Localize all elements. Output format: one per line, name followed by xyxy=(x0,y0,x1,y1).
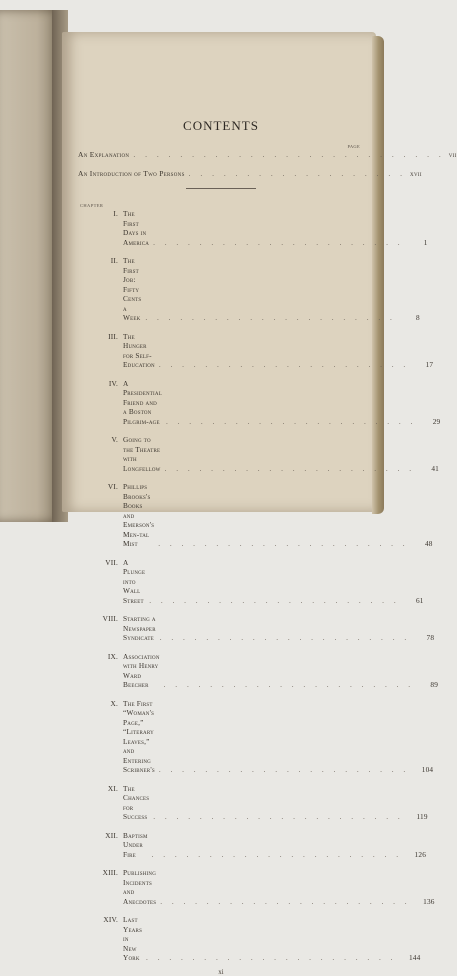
chapter-title: The First Job: Fifty Cents a Week xyxy=(123,256,142,322)
chapter-title-block xyxy=(123,868,415,906)
toc-entry xyxy=(78,256,420,323)
chapter-title: Publishing Incidents and Anecdotes xyxy=(123,868,157,906)
leader-dots: . . . . . . . . . . . . . . . . . . . . . . xyxy=(158,360,410,369)
toc-entry xyxy=(78,698,434,775)
chapter-page: 8 xyxy=(415,313,420,322)
chapter-page: 144 xyxy=(408,953,421,962)
chapter-title: The First Days in America xyxy=(123,209,150,247)
chapter-title-block xyxy=(123,256,400,323)
toc-entry xyxy=(78,331,434,370)
toc-entry xyxy=(78,830,427,860)
toc-entry xyxy=(78,868,435,906)
chapter-title: Last Years in New York xyxy=(123,915,143,962)
chapter-page: 136 xyxy=(423,896,435,906)
chapter-title: A Plunge into Wall Street xyxy=(123,557,146,605)
leader-dots: . . . . . . . . . . . . . . . . . . . . . . xyxy=(160,896,411,906)
chapter-title: The Hunger for Self-Education xyxy=(123,331,155,369)
leader-dots: . . . . . . . . . . . . . . . . . . . . . . xyxy=(145,313,396,322)
chapter-title-block xyxy=(123,209,408,247)
chapter-page: 61 xyxy=(415,595,424,605)
front-matter-row xyxy=(78,169,422,179)
chapter-number: V. xyxy=(111,435,118,444)
chapter-title: Starting a Newspaper Syndicate xyxy=(123,614,156,642)
toc-entry xyxy=(78,482,433,549)
toc-entry xyxy=(78,557,424,606)
leader-dots: . . . . . . . . . . . . . . . . . . . . . . xyxy=(165,416,417,426)
chapter-page: 29 xyxy=(432,416,441,426)
toc-entry xyxy=(78,209,428,247)
toc-entry xyxy=(78,378,441,427)
toc-entry xyxy=(78,915,421,963)
leader-dots: . . . . . . . . . . . . . . . . . . . . . . xyxy=(146,953,397,962)
chapter-number: XIII. xyxy=(102,868,118,877)
chapter-title-block xyxy=(123,332,413,370)
chapter-title: The First “Woman's Page,” “Literary Leaves,” and Entering Scribner's xyxy=(123,698,155,774)
chapter-number: XIV. xyxy=(103,915,118,924)
chapter-title-block xyxy=(123,831,406,860)
chapter-number: VIII. xyxy=(102,614,118,623)
leader-dots: . . . . . . . . . . . . . . . . . . . . . . xyxy=(149,595,400,605)
chapter-number: VII. xyxy=(105,557,118,567)
chapter-number: I. xyxy=(113,209,118,218)
chapter-title-block xyxy=(123,435,419,473)
page-title: CONTENTS xyxy=(183,118,259,133)
chapter-page: 41 xyxy=(431,463,440,473)
leader-dots: . . . . . . . . . . . . . . . . . . . . . . . . . . . xyxy=(133,150,445,159)
front-matter-page: xvii xyxy=(410,169,422,178)
chapter-page: 48 xyxy=(424,539,433,548)
leader-dots: . . . . . . . . . . . . . . . . . . . xyxy=(188,169,407,178)
chapter-page: 89 xyxy=(430,680,439,689)
folio-number: xi xyxy=(218,967,224,976)
chapter-title-block xyxy=(123,784,408,822)
chapter-number: IX. xyxy=(107,651,118,661)
chapter-title-block xyxy=(123,699,413,775)
chapter-column-header: CHAPTER xyxy=(80,203,104,208)
page-column-header: PAGE xyxy=(347,144,360,149)
leader-dots: . . . . . . . . . . . . . . . . . . . . . . xyxy=(164,463,416,473)
chapter-page: 78 xyxy=(426,633,435,642)
chapter-title: Association with Henry Ward Beecher xyxy=(123,651,160,689)
chapter-title: A Presidential Friend and a Boston Pilgrim-age xyxy=(123,378,162,426)
front-matter-row xyxy=(78,150,457,160)
chapter-number: XII. xyxy=(105,830,118,840)
chapter-page: 126 xyxy=(414,849,427,859)
leader-dots: . . . . . . . . . . . . . . . . . . . . . . xyxy=(163,680,415,689)
toc-entry xyxy=(78,651,439,690)
chapter-title-block xyxy=(123,379,420,427)
chapter-page: 1 xyxy=(423,237,428,247)
chapter-number: XI. xyxy=(107,783,118,793)
toc-entry xyxy=(78,435,440,473)
front-matter-page: vii xyxy=(448,150,457,159)
chapter-title-block xyxy=(123,652,418,690)
leader-dots: . . . . . . . . . . . . . . . . . . . . . . xyxy=(153,812,404,821)
leader-dots: . . . . . . . . . . . . . . . . . . . . . . xyxy=(158,765,410,774)
front-matter-title: An Introduction of Two Persons xyxy=(78,169,185,178)
leader-dots: . . . . . . . . . . . . . . . . . . . . . . xyxy=(153,237,404,247)
chapter-title-block xyxy=(123,482,413,549)
divider-rule xyxy=(186,188,256,189)
contents-page xyxy=(78,118,457,976)
leader-dots: . . . . . . . . . . . . . . . . . . . . . . xyxy=(158,539,409,548)
chapter-list xyxy=(78,209,441,963)
chapter-title-block xyxy=(123,915,401,963)
chapter-page: 17 xyxy=(425,360,434,369)
chapter-number: III. xyxy=(108,331,118,341)
chapter-title: Phillips Brooks's Books and Emerson's Men-tal Mist xyxy=(123,482,155,548)
chapter-title: Going to the Theatre with Longfellow xyxy=(123,435,161,473)
chapter-number: II. xyxy=(110,256,118,265)
toc-entry xyxy=(78,614,435,643)
chapter-page: 104 xyxy=(421,765,434,774)
leader-dots: . . . . . . . . . . . . . . . . . . . . . . xyxy=(151,849,403,859)
chapter-page: 119 xyxy=(416,812,428,821)
chapter-number: X. xyxy=(110,698,118,708)
chapter-title: Baptism Under Fire xyxy=(123,830,148,859)
chapter-number: VI. xyxy=(107,482,118,491)
front-matter-title: An Explanation xyxy=(78,150,130,159)
chapter-number: IV. xyxy=(108,378,118,388)
leader-dots: . . . . . . . . . . . . . . . . . . . . . . xyxy=(159,633,411,642)
chapter-title-block xyxy=(123,558,404,606)
toc-entry xyxy=(78,783,428,822)
chapter-title: The Chances for Success xyxy=(123,783,150,821)
chapter-title-block xyxy=(123,614,414,643)
